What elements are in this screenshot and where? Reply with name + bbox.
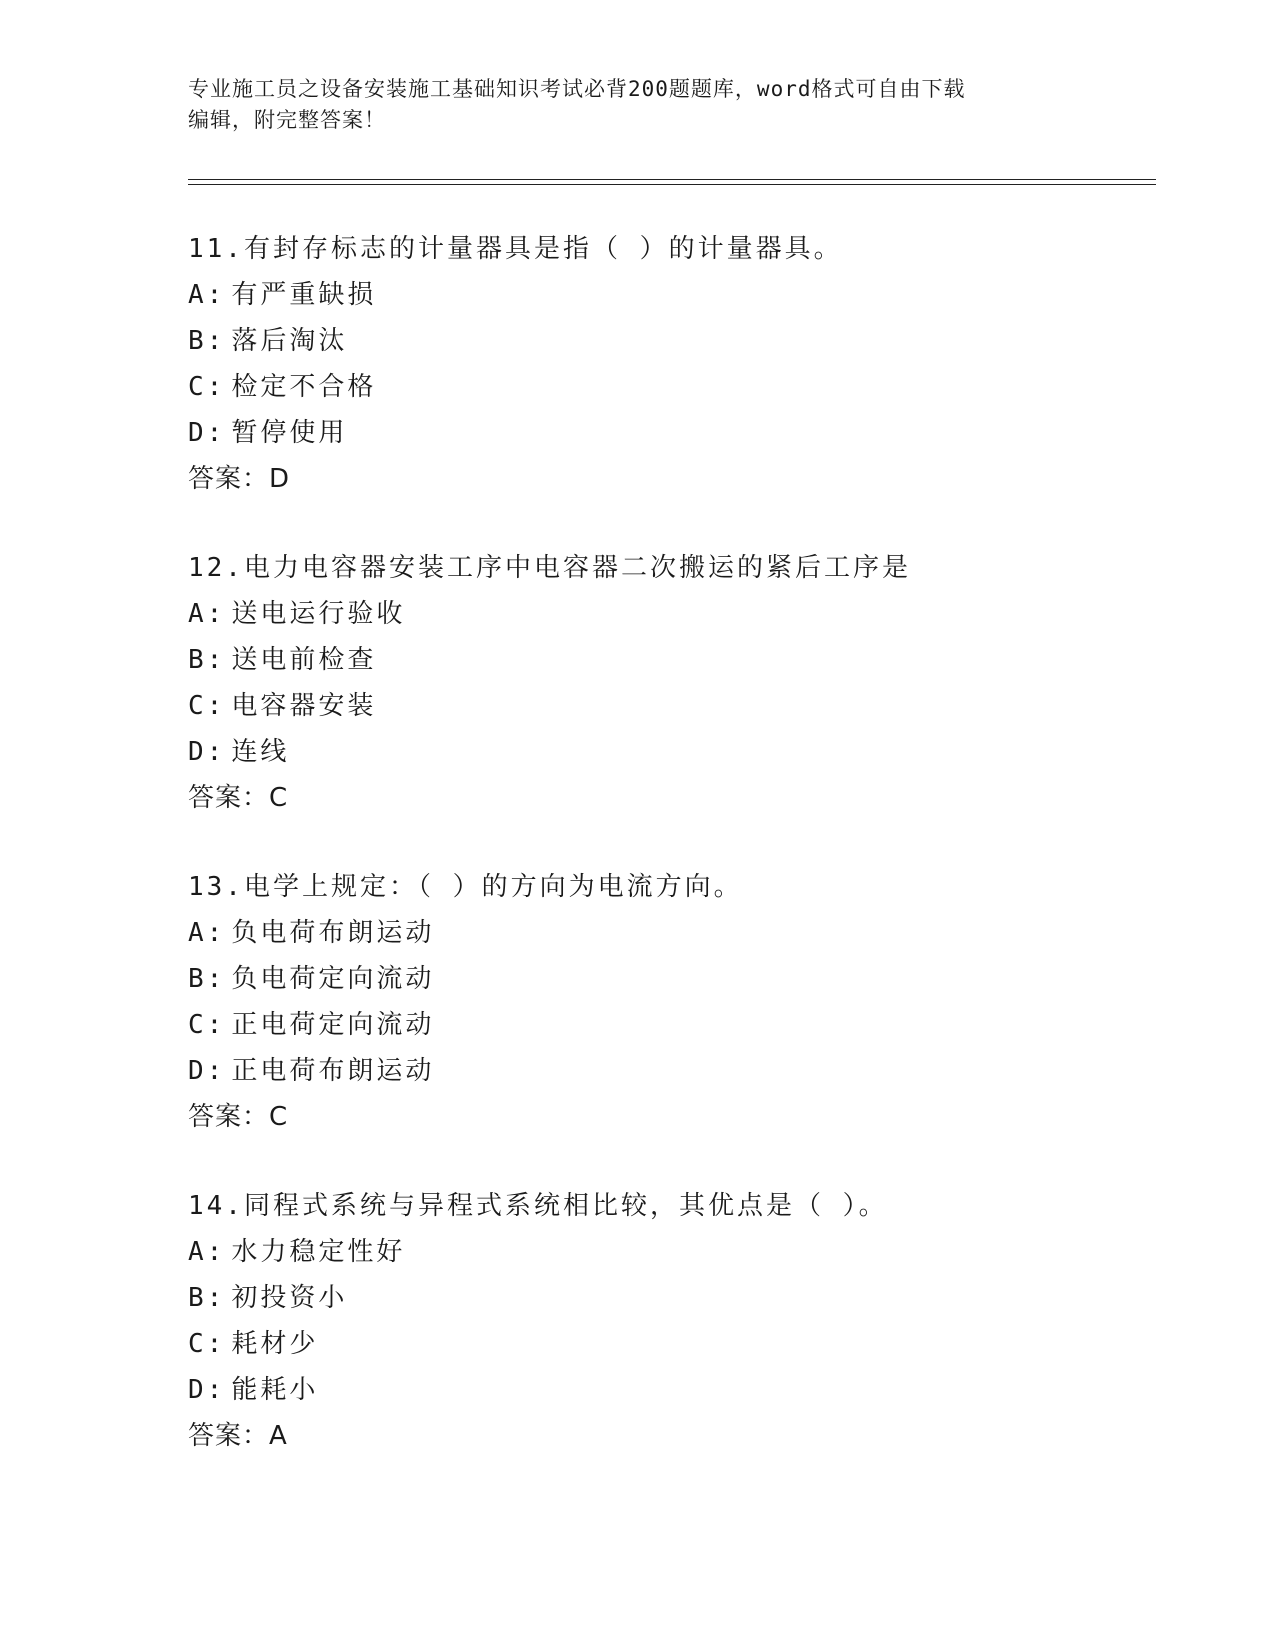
answer-line: 答案：C bbox=[188, 783, 289, 813]
option-letter: D: bbox=[188, 737, 226, 767]
answer-line: 答案：A bbox=[188, 1421, 288, 1451]
option-letter: B: bbox=[188, 1283, 226, 1313]
option-text: 送电运行验收 bbox=[231, 599, 406, 629]
option-text: 连线 bbox=[231, 737, 290, 767]
option-text: 负电荷布朗运动 bbox=[231, 918, 435, 948]
option-b bbox=[188, 1275, 1148, 1321]
option-letter: D: bbox=[188, 418, 226, 448]
option-letter: C: bbox=[188, 1329, 226, 1359]
option-text: 落后淘汰 bbox=[231, 326, 348, 356]
option-a bbox=[188, 591, 1148, 637]
question-stem: 14.同程式系统与异程式系统相比较，其优点是（ ）。 bbox=[188, 1191, 888, 1221]
option-letter: C: bbox=[188, 372, 226, 402]
option-letter: C: bbox=[188, 1010, 226, 1040]
option-c bbox=[188, 1002, 1148, 1048]
option-text: 初投资小 bbox=[231, 1283, 348, 1313]
header-divider-top bbox=[188, 179, 1156, 180]
question-12 bbox=[188, 545, 1148, 821]
option-text: 负电荷定向流动 bbox=[231, 964, 435, 994]
option-letter: A: bbox=[188, 599, 226, 629]
option-text: 耗材少 bbox=[231, 1329, 319, 1359]
option-c bbox=[188, 683, 1148, 729]
option-text: 送电前检查 bbox=[231, 645, 377, 675]
option-a bbox=[188, 1229, 1148, 1275]
option-letter: A: bbox=[188, 918, 226, 948]
option-b bbox=[188, 318, 1148, 364]
option-text: 正电荷定向流动 bbox=[231, 1010, 435, 1040]
option-d bbox=[188, 1048, 1148, 1094]
question-stem: 13.电学上规定：（ ）的方向为电流方向。 bbox=[188, 872, 743, 902]
option-letter: D: bbox=[188, 1056, 226, 1086]
option-text: 暂停使用 bbox=[231, 418, 348, 448]
option-letter: C: bbox=[188, 691, 226, 721]
option-d bbox=[188, 410, 1148, 456]
header-title-line-1: 专业施工员之设备安装施工基础知识考试必背200题题库，word格式可自由下载 bbox=[188, 77, 966, 101]
option-letter: B: bbox=[188, 964, 226, 994]
option-letter: A: bbox=[188, 1237, 226, 1267]
question-14 bbox=[188, 1183, 1148, 1459]
option-letter: B: bbox=[188, 645, 226, 675]
option-letter: A: bbox=[188, 280, 226, 310]
option-text: 有严重缺损 bbox=[231, 280, 377, 310]
option-b bbox=[188, 637, 1148, 683]
option-b bbox=[188, 956, 1148, 1002]
option-d bbox=[188, 1367, 1148, 1413]
option-a bbox=[188, 910, 1148, 956]
option-letter: D: bbox=[188, 1375, 226, 1405]
answer-line: 答案：C bbox=[188, 1102, 289, 1132]
question-stem: 11.有封存标志的计量器具是指（ ）的计量器具。 bbox=[188, 234, 843, 264]
header-title-line-2: 编辑，附完整答案！ bbox=[188, 108, 386, 132]
option-c bbox=[188, 1321, 1148, 1367]
option-c bbox=[188, 364, 1148, 410]
document-header bbox=[188, 74, 1088, 136]
option-a bbox=[188, 272, 1148, 318]
question-11 bbox=[188, 226, 1148, 502]
option-letter: B: bbox=[188, 326, 226, 356]
option-text: 正电荷布朗运动 bbox=[231, 1056, 435, 1086]
option-text: 水力稳定性好 bbox=[231, 1237, 406, 1267]
question-stem: 12.电力电容器安装工序中电容器二次搬运的紧后工序是 bbox=[188, 553, 911, 583]
header-divider-bottom bbox=[188, 184, 1156, 185]
option-text: 检定不合格 bbox=[231, 372, 377, 402]
option-text: 能耗小 bbox=[231, 1375, 319, 1405]
answer-line: 答案：D bbox=[188, 464, 291, 494]
option-text: 电容器安装 bbox=[231, 691, 377, 721]
question-13 bbox=[188, 864, 1148, 1140]
option-d bbox=[188, 729, 1148, 775]
